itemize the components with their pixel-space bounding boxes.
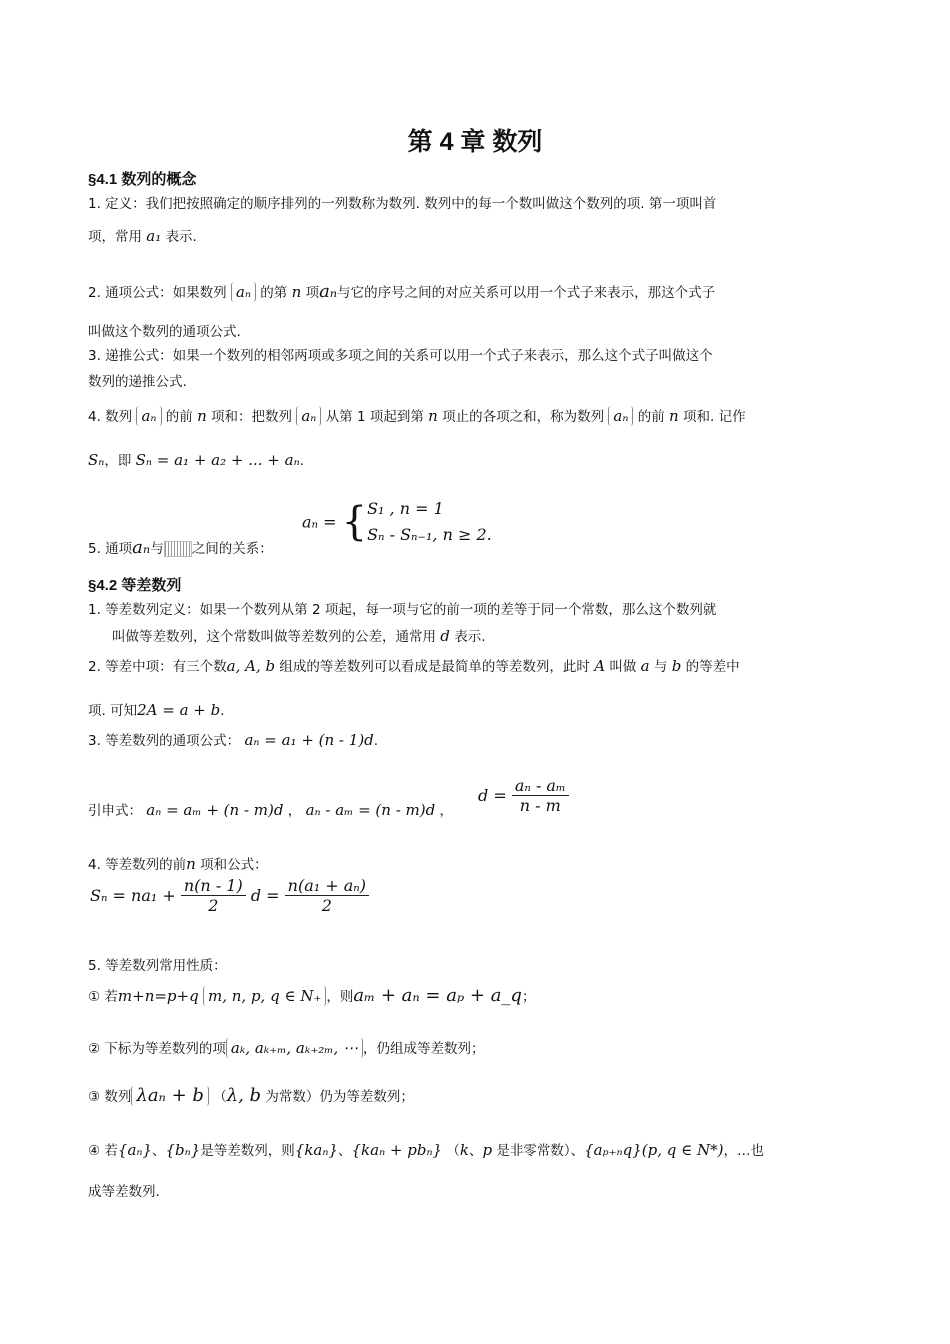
ap-extension-line: 引申式： aₙ = aₘ + (n - m)d ， aₙ - aₘ = (n - m)d ， bbox=[88, 801, 454, 819]
def-line-2: 项，常用 a₁ 表示. bbox=[88, 227, 197, 245]
property-4-line-2: 成等差数列. bbox=[88, 1184, 160, 1200]
partial-sum-line-1: 4. 数列 aₙ 的前 n 项和：把数列 aₙ 从第 1 项起到第 n 项止的各项之和，称为数列 aₙ 的前 n 项和. 记作 bbox=[88, 407, 746, 425]
ap-sum-title-line: 4. 等差数列的前n 项和公式： bbox=[88, 855, 268, 873]
property-3: ③ 数列 λaₙ + b （λ, b 为常数）仍为等差数列； bbox=[88, 1085, 414, 1106]
relation-formula: aₙ = { S₁ , n = 1 Sₙ - Sₙ₋₁, n ≥ 2. bbox=[302, 499, 492, 545]
recursive-line-1: 3. 递推公式：如果一个数列的相邻两项或多项之间的关系可以用一个式子来表示，那么这个式子叫做这个 bbox=[88, 348, 713, 364]
relation-line: 5. 通项aₙ与 之间的关系： bbox=[88, 537, 273, 558]
ap-midterm-line-1: 2. 等差中项：有三个数a, A, b 组成的等差数列可以看成是最简单的等差数列，此时 A 叫做 a 与 b 的等差中 bbox=[88, 657, 740, 675]
ap-general-term-line: 3. 等差数列的通项公式： aₙ = a₁ + (n - 1)d. bbox=[88, 731, 379, 749]
ap-def-line-1: 1. 等差数列定义：如果一个数列从第 2 项起，每一项与它的前一项的差等于同一个常数，那么这个数列就 bbox=[88, 602, 717, 618]
property-2: ② 下标为等差数列的项 aₖ, aₖ₊ₘ, aₖ₊₂ₘ, ⋯ ，仍组成等差数列； bbox=[88, 1039, 485, 1057]
general-term-line-2: 叫做这个数列的通项公式. bbox=[88, 324, 241, 340]
ap-properties-title: 5. 等差数列常用性质： bbox=[88, 958, 227, 974]
section-heading-4-1: §4.1 数列的概念 bbox=[88, 171, 197, 188]
garbled-formula-image bbox=[164, 541, 192, 557]
section-heading-4-2: §4.2 等差数列 bbox=[88, 577, 182, 594]
recursive-line-2: 数列的递推公式. bbox=[88, 374, 187, 390]
ap-sum-formula: Sₙ = na₁ + $\frac{n(n - 1)}{2}$ d = $\frac{\text{n(a₁ + aₙ)}}{2}$ bbox=[90, 876, 369, 915]
def-line-1: 1. 定义：我们把按照确定的顺序排列的一列数称为数列. 数列中的每一个数叫做这个数列的项. 第一项叫首 bbox=[88, 196, 717, 212]
ap-midterm-line-2: 项. 可知2A = a + b. bbox=[88, 701, 225, 719]
property-4-line-1: ④ 若{aₙ}、{bₙ}是等差数列，则{kaₙ}、{kaₙ + pbₙ} （k、p 是非零常数）、{aₚ₊ₙq}(p, q ∈ N*)，…也 bbox=[88, 1141, 764, 1159]
chapter-title: 第 4 章 数列 bbox=[407, 128, 543, 156]
partial-sum-line-2: Sₙ，即 Sₙ = a₁ + a₂ + ... + aₙ. bbox=[88, 451, 304, 469]
property-1: ① 若m+n=p+q m, n, p, q ∈ N₊ ，则aₘ + aₙ = aₚ + a_q； bbox=[88, 985, 536, 1006]
ap-def-line-2: 叫做等差数列，这个常数叫做等差数列的公差，通常用 d 表示. bbox=[112, 627, 486, 645]
ap-d-formula: d = $\frac{\text{aₙ - aₘ}}{n - m}$ bbox=[478, 776, 569, 815]
general-term-line-1: 2. 通项公式：如果数列 aₙ 的第 n 项aₙ与它的序号之间的对应关系可以用一个式子来表示，那这个式子 bbox=[88, 281, 716, 302]
